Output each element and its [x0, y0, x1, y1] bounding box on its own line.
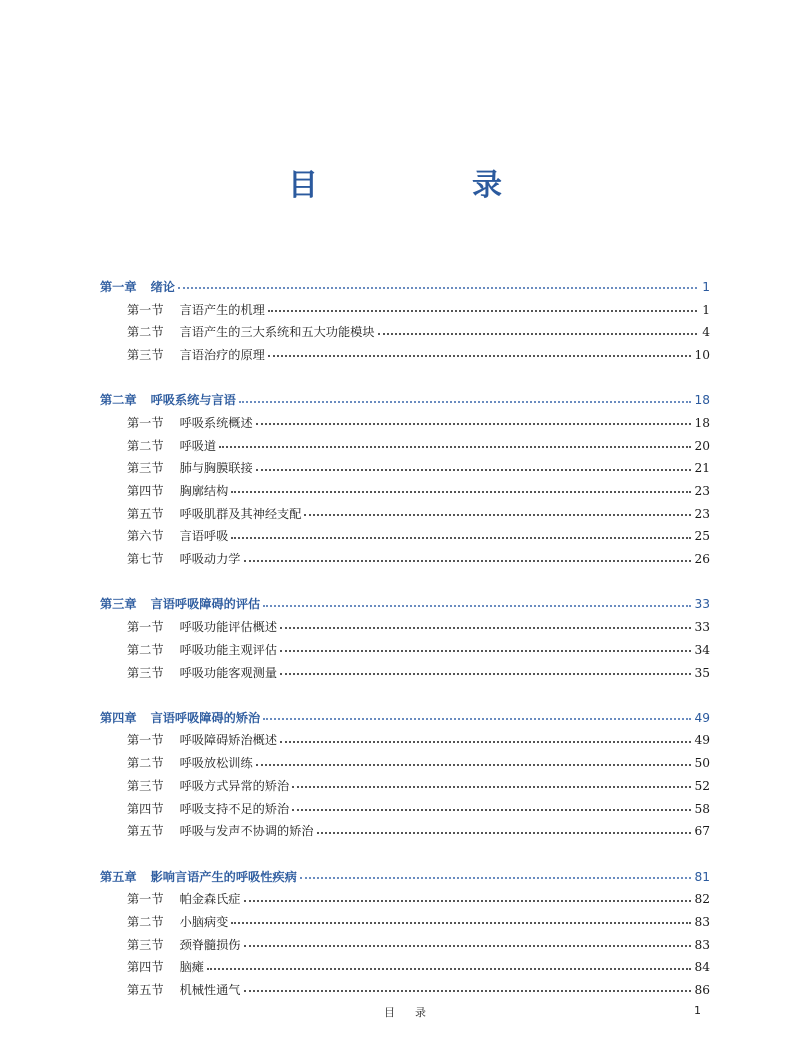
dot-leader — [280, 741, 691, 743]
dot-leader — [231, 537, 691, 539]
section-title: 脑瘫 — [179, 960, 204, 975]
page-number: 1 — [702, 302, 710, 317]
section-number: 第七节 — [127, 552, 164, 567]
page-number: 58 — [694, 801, 710, 816]
section-title: 肺与胸膜联接 — [179, 461, 253, 476]
page-number: 33 — [694, 620, 710, 635]
toc-chapter-entry[interactable] — [100, 389, 710, 412]
toc-section-entry[interactable] — [100, 548, 710, 571]
page-number: 49 — [694, 710, 710, 725]
section-title: 呼吸功能主观评估 — [179, 642, 278, 657]
toc-section-entry[interactable] — [100, 457, 710, 480]
section-title: 呼吸支持不足的矫治 — [179, 801, 290, 816]
section-title: 呼吸功能评估概述 — [179, 620, 278, 635]
dot-leader — [256, 764, 692, 766]
page-number: 26 — [694, 552, 710, 567]
section-title: 颈脊髓损伤 — [179, 937, 241, 952]
section-title: 言语产生的三大系统和五大功能模块 — [179, 325, 375, 340]
chapter-number: 第五章 — [100, 869, 137, 884]
toc-spacer — [100, 843, 710, 866]
dot-leader — [256, 469, 692, 471]
dot-leader — [263, 605, 691, 607]
section-number: 第二节 — [127, 438, 164, 453]
toc-section-entry[interactable] — [100, 344, 710, 367]
toc-section-entry[interactable] — [100, 525, 710, 548]
dot-leader — [256, 423, 692, 425]
section-number: 第五节 — [127, 982, 164, 997]
section-number: 第三节 — [127, 665, 164, 680]
section-number: 第一节 — [127, 620, 164, 635]
page-number: 84 — [694, 960, 710, 975]
dot-leader — [239, 401, 692, 403]
section-title: 言语呼吸 — [179, 529, 229, 544]
chapter-title: 呼吸系统与言语 — [150, 393, 236, 408]
toc-section-entry[interactable] — [100, 934, 710, 957]
toc-chapter-entry[interactable] — [100, 593, 710, 616]
section-number: 第三节 — [127, 937, 164, 952]
dot-leader — [268, 310, 697, 312]
section-number: 第一节 — [127, 416, 164, 431]
section-title: 帕金森氏症 — [179, 892, 241, 907]
toc-section-entry[interactable] — [100, 639, 710, 662]
dot-leader — [317, 832, 692, 834]
section-number: 第二节 — [127, 914, 164, 929]
section-number: 第四节 — [127, 960, 164, 975]
chapter-number: 第一章 — [100, 280, 137, 294]
page-number: 18 — [694, 393, 710, 408]
page-number: 1 — [702, 280, 710, 294]
section-number: 第三节 — [127, 778, 164, 793]
section-number: 第三节 — [127, 461, 164, 476]
section-title: 呼吸肌群及其神经支配 — [179, 506, 302, 521]
dot-leader — [178, 287, 697, 289]
toc-section-entry[interactable] — [100, 616, 710, 639]
chapter-title: 言语呼吸障碍的矫治 — [150, 710, 261, 725]
dot-leader — [244, 560, 692, 562]
table-of-contents — [100, 276, 710, 1002]
chapter-title: 影响言语产生的呼吸性疾病 — [150, 869, 297, 884]
page-number: 10 — [694, 348, 710, 363]
dot-leader — [280, 627, 691, 629]
page-number: 23 — [694, 484, 710, 499]
section-number: 第二节 — [127, 756, 164, 771]
section-title: 呼吸系统概述 — [179, 416, 253, 431]
footer-label: 目录 — [384, 1006, 446, 1019]
section-title: 小脑病变 — [179, 914, 229, 929]
section-number: 第二节 — [127, 642, 164, 657]
dot-leader — [268, 355, 692, 357]
page-number: 34 — [694, 642, 710, 657]
toc-spacer — [100, 684, 710, 707]
chapter-number: 第四章 — [100, 710, 137, 725]
toc-chapter-entry[interactable] — [100, 276, 710, 299]
section-title: 呼吸放松训练 — [179, 756, 253, 771]
dot-leader — [280, 650, 691, 652]
toc-section-entry[interactable] — [100, 321, 710, 344]
page-title: 目 录 — [288, 168, 564, 203]
section-title: 呼吸动力学 — [179, 552, 241, 567]
toc-chapter-entry[interactable] — [100, 866, 710, 889]
section-title: 呼吸道 — [179, 438, 217, 453]
dot-leader — [378, 333, 697, 335]
toc-section-entry[interactable] — [100, 662, 710, 685]
toc-spacer — [100, 367, 710, 390]
toc-section-entry[interactable] — [100, 820, 710, 843]
page-number: 83 — [694, 937, 710, 952]
dot-leader — [207, 968, 692, 970]
dot-leader — [244, 900, 692, 902]
dot-leader — [263, 718, 691, 720]
section-title: 言语产生的机理 — [179, 302, 265, 317]
chapter-number: 第三章 — [100, 597, 137, 612]
page-number: 83 — [694, 914, 710, 929]
section-number: 第六节 — [127, 529, 164, 544]
dot-leader — [292, 786, 691, 788]
section-title: 胸廓结构 — [179, 484, 229, 499]
dot-leader — [292, 809, 691, 811]
section-number: 第五节 — [127, 824, 164, 839]
toc-section-entry[interactable] — [100, 412, 710, 435]
chapter-title: 绪论 — [150, 280, 175, 294]
page-number: 82 — [694, 892, 710, 907]
page-number: 25 — [694, 529, 710, 544]
toc-section-entry[interactable] — [100, 503, 710, 526]
dot-leader — [280, 673, 691, 675]
section-number: 第一节 — [127, 892, 164, 907]
section-number: 第二节 — [127, 325, 164, 340]
section-number: 第一节 — [127, 302, 164, 317]
page-number: 35 — [694, 665, 710, 680]
toc-section-entry[interactable] — [100, 956, 710, 979]
section-title: 呼吸方式异常的矫治 — [179, 778, 290, 793]
toc-section-entry[interactable] — [100, 435, 710, 458]
toc-spacer — [100, 571, 710, 594]
section-title: 呼吸功能客观测量 — [179, 665, 278, 680]
section-title: 呼吸与发声不协调的矫治 — [179, 824, 314, 839]
section-number: 第四节 — [127, 484, 164, 499]
page-number: 21 — [694, 461, 710, 476]
toc-section-entry[interactable] — [100, 480, 710, 503]
toc-section-entry[interactable] — [100, 979, 710, 1002]
page-number: 23 — [694, 506, 710, 521]
section-number: 第一节 — [127, 733, 164, 748]
toc-section-entry[interactable] — [100, 775, 710, 798]
chapter-number: 第二章 — [100, 393, 137, 408]
section-number: 第五节 — [127, 506, 164, 521]
page-number: 20 — [694, 438, 710, 453]
page-number: 86 — [694, 982, 710, 997]
toc-section-entry[interactable] — [100, 729, 710, 752]
section-number: 第三节 — [127, 348, 164, 363]
dot-leader — [231, 922, 691, 924]
page-number: 52 — [694, 778, 710, 793]
page-number: 67 — [694, 824, 710, 839]
toc-chapter-entry[interactable] — [100, 707, 710, 730]
chapter-title: 言语呼吸障碍的评估 — [150, 597, 261, 612]
dot-leader — [244, 945, 692, 947]
section-title: 机械性通气 — [179, 982, 241, 997]
dot-leader — [231, 491, 691, 493]
toc-section-entry[interactable] — [100, 752, 710, 775]
page-number: 33 — [694, 597, 710, 612]
toc-section-entry[interactable] — [100, 888, 710, 911]
section-title: 言语治疗的原理 — [179, 348, 265, 363]
page-number: 18 — [694, 416, 710, 431]
page-number: 50 — [694, 756, 710, 771]
section-number: 第四节 — [127, 801, 164, 816]
dot-leader — [304, 514, 691, 516]
page-number: 81 — [694, 869, 710, 884]
toc-section-entry[interactable] — [100, 299, 710, 322]
page-number: 4 — [702, 325, 710, 340]
dot-leader — [300, 877, 692, 879]
toc-section-entry[interactable] — [100, 911, 710, 934]
page-number: 49 — [694, 733, 710, 748]
footer-page-number: 1 — [694, 1004, 701, 1017]
toc-section-entry[interactable] — [100, 798, 710, 821]
section-title: 呼吸障碍矫治概述 — [179, 733, 278, 748]
dot-leader — [244, 990, 692, 992]
dot-leader — [219, 446, 691, 448]
